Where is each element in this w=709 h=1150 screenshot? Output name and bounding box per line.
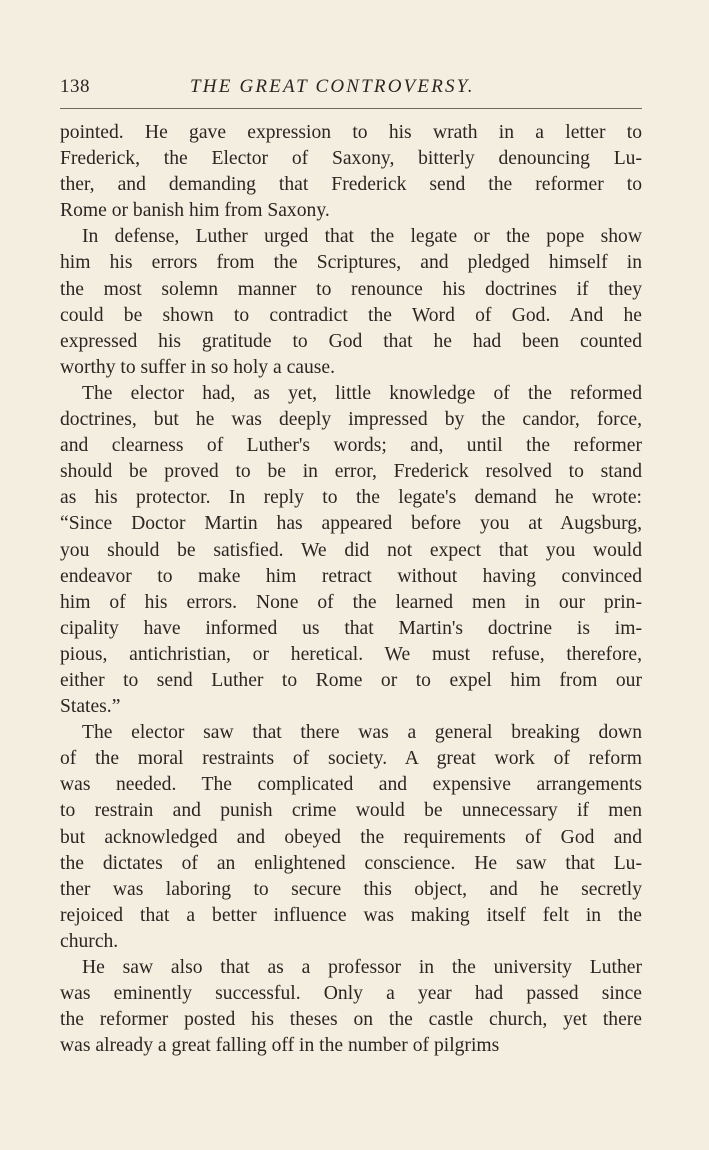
text-line: church. [60, 930, 119, 952]
text-line: States.” [60, 696, 121, 718]
paragraph [60, 381, 642, 720]
body-text [60, 120, 642, 1059]
text-line: In defense, Luther urged that the legate or the pope show [82, 226, 642, 248]
text-line: rejoiced that a better influence was making itself felt in the [60, 904, 642, 926]
text-line: should be proved to be in error, Frederick resolved to stand [60, 461, 642, 483]
text-line: “Since Doctor Martin has appeared before you at Augsburg, [60, 513, 642, 535]
text-line: pointed. He gave expression to his wrath in a letter to [60, 122, 642, 143]
text-line: endeavor to make him retract without having convinced [60, 565, 642, 587]
text-line: The elector had, as yet, little knowledge of the reformed [82, 382, 642, 404]
text-line: was already a great falling off in the number of pilgrims [60, 1035, 500, 1057]
text-line: either to send Luther to Rome or to expel him from our [60, 669, 642, 691]
text-line: but acknowledged and obeyed the requirements of God and [60, 826, 642, 848]
text-line: the reformer posted his theses on the castle church, yet there [60, 1009, 642, 1031]
text-line: of the moral restraints of society. A great work of reform [60, 748, 642, 770]
paragraph [60, 955, 642, 1059]
header-rule [60, 108, 642, 109]
text-line: the dictates of an enlightened conscience. He saw that Lu- [60, 852, 642, 874]
text-line: The elector saw that there was a general breaking down [82, 722, 642, 744]
text-line: doctrines, but he was deeply impressed by the candor, force, [60, 409, 642, 431]
paragraph [60, 120, 642, 224]
page-number: 138 [60, 76, 90, 97]
text-line: him of his errors. None of the learned men in our prin- [60, 591, 642, 613]
text-line: Rome or banish him from Saxony. [60, 200, 330, 222]
text-line: ther was laboring to secure this object, and he secretly [60, 878, 642, 900]
text-line: ther, and demanding that Frederick send the reformer to [60, 174, 642, 196]
text-line: the most solemn manner to renounce his doctrines if they [60, 278, 642, 300]
text-line: him his errors from the Scriptures, and pledged himself in [60, 252, 642, 274]
text-line: worthy to suffer in so holy a cause. [60, 356, 335, 378]
text-line: was needed. The complicated and expensive arrangements [60, 774, 642, 796]
text-line: expressed his gratitude to God that he had been counted [60, 330, 642, 352]
paragraph [60, 720, 642, 955]
paragraph [60, 224, 642, 381]
text-line: pious, antichristian, or heretical. We must refuse, therefore, [60, 643, 642, 665]
text-line: as his protector. In reply to the legate's demand he wrote: [60, 487, 642, 509]
text-line: was eminently successful. Only a year had passed since [60, 983, 642, 1005]
running-title: THE GREAT CONTROVERSY. [190, 76, 475, 97]
text-line: Frederick, the Elector of Saxony, bitterly denouncing Lu- [60, 148, 642, 170]
text-line: He saw also that as a professor in the university Luther [82, 957, 642, 978]
text-line: and clearness of Luther's words; and, until the reformer [60, 435, 642, 457]
text-line: you should be satisfied. We did not expect that you would [60, 539, 642, 561]
text-line: cipality have informed us that Martin's doctrine is im- [60, 617, 642, 639]
text-line: could be shown to contradict the Word of God. And he [60, 304, 642, 326]
text-line: to restrain and punish crime would be unnecessary if men [60, 800, 642, 822]
page-header [60, 76, 642, 106]
